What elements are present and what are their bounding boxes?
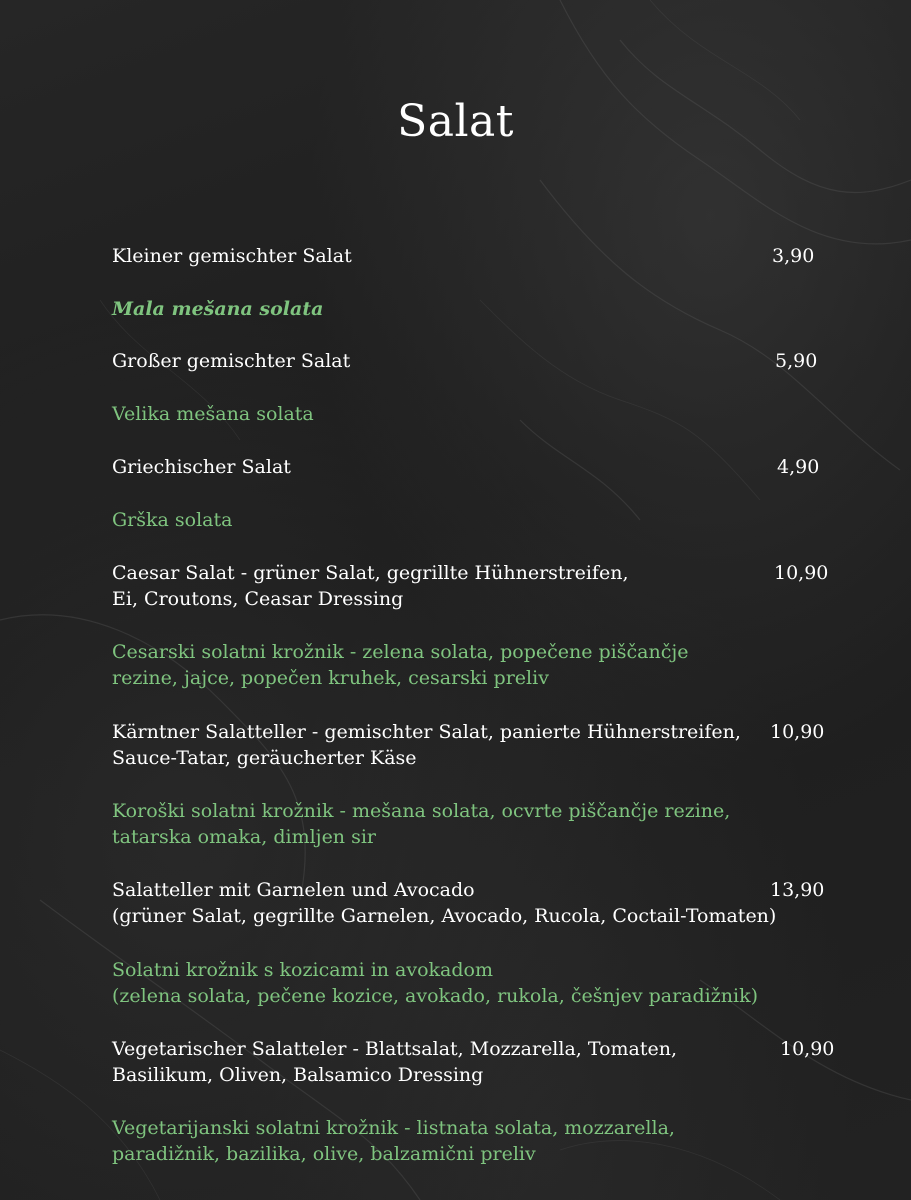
item-name-de: Ei, Croutons, Ceasar Dressing [112, 588, 404, 610]
item-name-de: Salatteller mit Garnelen und Avocado [112, 879, 475, 901]
item-name-de: Basilikum, Oliven, Balsamico Dressing [112, 1064, 484, 1086]
item-name-de: Griechischer Salat [112, 456, 291, 478]
item-name-de: Vegetarischer Salatteler - Blattsalat, Mozzarella, Tomaten, [112, 1038, 678, 1060]
item-price: 10,90 [774, 562, 829, 584]
item-name-de: Großer gemischter Salat [112, 350, 351, 372]
item-name-de: Caesar Salat - grüner Salat, gegrillte Hühnerstreifen, [112, 562, 629, 584]
item-name-si: Velika mešana solata [112, 403, 314, 425]
item-name-si: Koroški solatni krožnik - mešana solata, ocvrte piščančje rezine, [112, 800, 731, 822]
item-name-si: paradižnik, bazilika, olive, balzamični preliv [112, 1143, 536, 1165]
item-name-de: (grüner Salat, gegrillte Garnelen, Avocado, Rucola, Coctail-Tomaten) [112, 905, 777, 927]
item-price: 3,90 [772, 245, 815, 267]
item-name-de: Kleiner gemischter Salat [112, 245, 352, 267]
item-name-si: Mala mešana solata [112, 298, 324, 320]
item-name-si: Grška solata [112, 509, 233, 531]
item-name-si: (zelena solata, pečene kozice, avokado, rukola, češnjev paradižnik) [112, 985, 758, 1007]
item-price: 10,90 [780, 1038, 835, 1060]
item-name-si: tatarska omaka, dimljen sir [112, 826, 376, 848]
item-price: 13,90 [770, 879, 825, 901]
page-title: Salat [397, 96, 514, 147]
item-name-de: Kärntner Salatteller - gemischter Salat, panierte Hühnerstreifen, [112, 721, 741, 743]
item-name-si: Solatni krožnik s kozicami in avokadom [112, 959, 494, 981]
item-price: 5,90 [775, 350, 818, 372]
item-name-si: rezine, jajce, popečen kruhek, cesarski preliv [112, 667, 549, 689]
item-name-si: Vegetarijanski solatni krožnik - listnata solata, mozzarella, [112, 1117, 675, 1139]
item-price: 10,90 [770, 721, 825, 743]
item-name-de: Sauce-Tatar, geräucherter Käse [112, 747, 417, 769]
item-name-si: Cesarski solatni krožnik - zelena solata, popečene piščančje [112, 641, 689, 663]
item-price: 4,90 [777, 456, 820, 478]
